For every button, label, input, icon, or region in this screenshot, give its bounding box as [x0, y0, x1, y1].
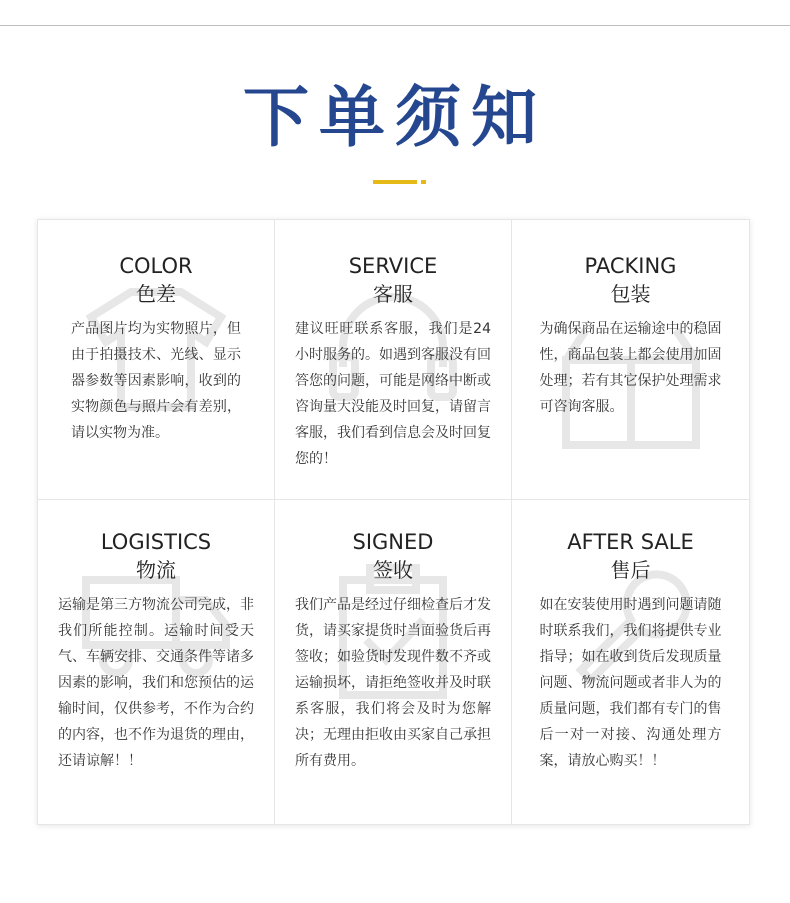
card-logistics	[38, 500, 275, 824]
card-body: 为确保商品在运输途中的稳固性，商品包装上都会使用加固处理；若有其它保护处理需求可咨询客服。	[539, 321, 722, 415]
card-color	[38, 220, 275, 500]
card-title-cn: 客服	[373, 282, 413, 306]
card-service	[275, 220, 512, 500]
card-title-en: COLOR	[119, 254, 193, 278]
card-title-en: SIGNED	[352, 530, 434, 554]
card-title-cn: 签收	[373, 558, 413, 582]
card-title-en: SERVICE	[348, 254, 438, 278]
card-packing	[512, 220, 749, 500]
card-body: 如在安装使用时遇到问题请随时联系我们，我们将提供专业指导；如在收到货后发现质量问题、物流问题或者非人为的质量问题，我们都有专门的售后一对一对接、沟通处理方案，请放心购买！！	[539, 597, 722, 769]
notice-grid	[37, 219, 750, 825]
card-body: 运输是第三方物流公司完成，非我们所能控制。运输时间受天气、车辆安排、交通条件等诸多因素的影响，我们和您预估的运输时间，仅供参考，不作为合约的内容，也不作为退货的理由，还请谅解！！	[58, 597, 254, 769]
card-body: 产品图片均为实物照片，但由于拍摄技术、光线、显示器参数等因素影响，收到的实物颜色与照片会有差别，请以实物为准。	[71, 321, 241, 441]
card-signed	[275, 500, 512, 824]
page-title: 下单须知	[243, 79, 547, 156]
card-title-en: AFTER SALE	[567, 530, 694, 554]
card-after-sale	[512, 500, 749, 824]
title-underline-dot	[421, 180, 426, 184]
card-title-en: LOGISTICS	[100, 530, 212, 554]
card-title-cn: 售后	[610, 558, 651, 582]
title-underline	[373, 180, 417, 184]
top-divider	[0, 25, 790, 26]
card-title-cn: 色差	[136, 282, 176, 306]
card-title-cn: 包装	[610, 282, 651, 306]
card-title-en: PACKING	[584, 254, 677, 278]
card-body: 建议旺旺联系客服，我们是24小时服务的。如遇到客服没有回答您的问题，可能是网络中断或咨询量大没能及时回复，请留言客服，我们看到信息会及时回复您的！	[295, 321, 491, 467]
card-body: 我们产品是经过仔细检查后才发货，请买家提货时当面验货后再签收；如验货时发现件数不齐或运输损坏，请拒绝签收并及时联系客服，我们将会及时为您解决；无理由拒收由买家自己承担所有费用。	[295, 597, 491, 769]
card-title-cn: 物流	[136, 558, 176, 582]
